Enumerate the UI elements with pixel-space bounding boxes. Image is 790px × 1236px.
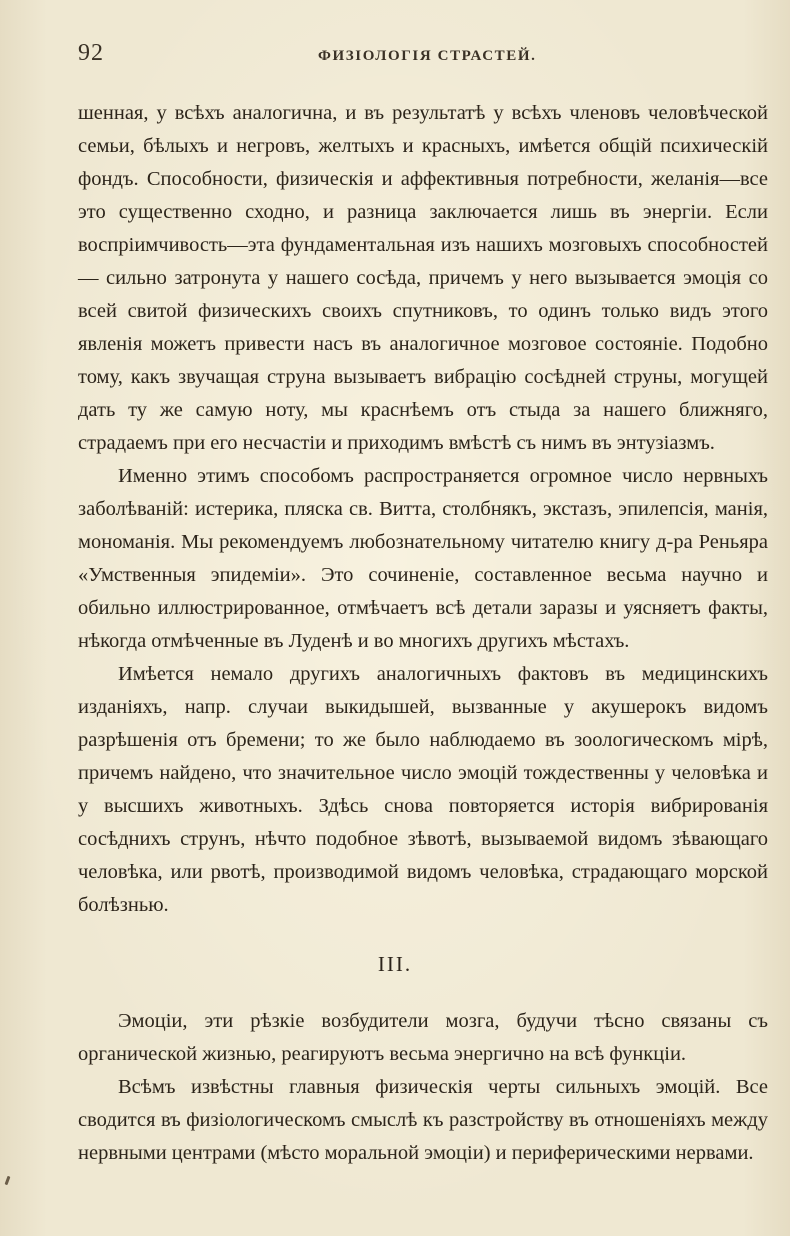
paragraph: Именно этимъ способомъ распространяется огромное число нервныхъ заболѣваній: истерика, пляска св. Витта, столбнякъ, экстазъ, эпилепсія, манія, мономанія. Мы рекомендуемъ любознательному читателю книгу д-ра Реньяра «Умственныя эпидеміи». Это сочиненіе, составленное весьма научно и обильно иллюстрированное, отмѣчаетъ всѣ детали заразы и уясняетъ факты, нѣкогда отмѣченные въ Луденѣ и во многихъ другихъ мѣстахъ. [78,465,768,652]
page-number: 92 [78,40,104,66]
paragraph-continued: шенная, у всѣхъ аналогична, и въ результатѣ у всѣхъ членовъ человѣческой семьи, бѣлыхъ и негровъ, желтыхъ и красныхъ, имѣется общій психическій фондъ. Способности, физическія и аффективныя потребности, желанія—все это существенно сходно, и разница заключается лишь въ энергіи. Если воспріимчивость—эта фундаментальная изъ нашихъ мозговыхъ способностей — сильно затронута у нашего сосѣда, причемъ у него вызывается эмоція со всей свитой физическихъ своихъ спутниковъ, то одинъ только видъ этого явленія можетъ привести насъ въ аналогичное мозговое состояніе. Подобно тому, какъ звучащая струна вызываетъ вибрацію сосѣдней струны, могущей дать ту же самую ноту, мы краснѣемъ отъ стыда за нашего ближняго, страдаемъ при его несчастіи и приходимъ вмѣстѣ съ нимъ въ энтузіазмъ. [78,102,768,454]
body-text-before-section [78,97,768,922]
running-head: ФИЗІОЛОГІЯ СТРАСТЕЙ. [318,48,537,64]
body-text-after-section [78,1005,768,1170]
paragraph: Эмоціи, эти рѣзкіе возбудители мозга, будучи тѣсно связаны съ органической жизнью, реагируютъ весьма энергично на всѣ функціи. [78,1010,768,1065]
page-header [78,38,768,72]
paragraph: Всѣмъ извѣстны главныя физическія черты сильныхъ эмоцій. Все сводится въ физіологическомъ смыслѣ къ разстройству въ отношеніяхъ между нервными центрами (мѣсто моральной эмоціи) и периферическими нервами. [78,1076,768,1164]
paragraph: Имѣется немало другихъ аналогичныхъ фактовъ въ медицинскихъ изданіяхъ, напр. случаи выкидышей, вызванные у акушерокъ видомъ разрѣшенія отъ бремени; то же было наблюдаемо въ зоологическомъ мірѣ, причемъ найдено, что значительное число эмоцій тождественны у человѣка и у высшихъ животныхъ. Здѣсь снова повторяется исторія вибрированія сосѣднихъ струнъ, нѣчто подобное зѣвотѣ, вызываемой видомъ зѣвающаго человѣка, или рвотѣ, производимой видомъ человѣка, страдающаго морской болѣзнью. [78,663,768,916]
ink-speck [5,1176,11,1185]
section-heading: III. [377,952,413,976]
